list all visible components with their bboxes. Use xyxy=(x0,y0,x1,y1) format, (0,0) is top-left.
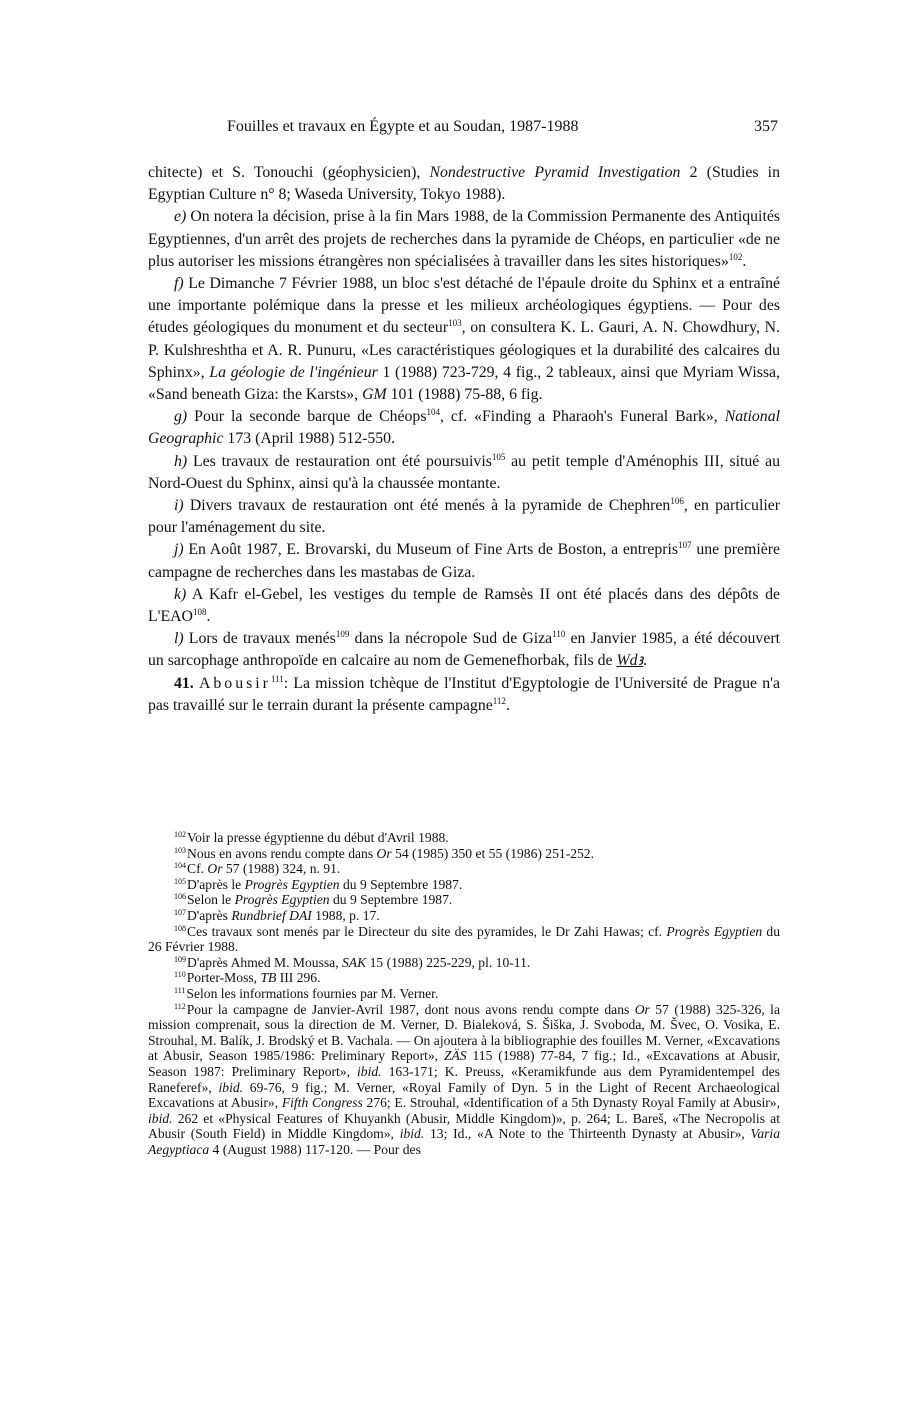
italic-title: Or xyxy=(634,1001,650,1017)
footnote-text: Nous en avons rendu compte dans xyxy=(187,845,377,861)
paragraph-i xyxy=(148,495,780,539)
text-run: . xyxy=(742,252,747,270)
footnote-text: Porter-Moss, xyxy=(186,970,261,986)
footnote-text: du 9 Septembre 1987. xyxy=(329,892,453,908)
text-run: une première campagne de recherches dans les mastabas de Giza. xyxy=(148,541,780,581)
section-number: 41. xyxy=(174,674,194,692)
footnote-number: 102 xyxy=(174,830,186,839)
text-run: : La mission tchèque de l'Institut d'Egyptologie de l'Université de Prague n'a pas travaillé sur le terrain durant la présente campagne xyxy=(148,674,780,714)
text-run: 2 (Studies in Egyptian Culture n° 8; Waseda University, Tokyo 1988). xyxy=(148,164,780,204)
footnote-text: D'après xyxy=(187,907,232,923)
footnote-ref[interactable]: 110 xyxy=(552,629,566,640)
text-run: Le Dimanche 7 Février 1988, un bloc s'est détaché de l'épaule droite du Sphinx et a entraîné une importante polémique dans la presse et les milieux archéologiques égyptiens. — Pour des études géologiques du monument et du secteur xyxy=(148,275,780,337)
italic-title: Varia Aegyptiaca xyxy=(148,1126,780,1157)
paragraph-k xyxy=(148,584,780,628)
footnote xyxy=(148,1002,780,1158)
transliterated-name: Wḏꜣ xyxy=(616,652,644,670)
paragraph-f xyxy=(148,273,780,406)
text-run: dans la nécropole Sud de Giza xyxy=(349,630,553,648)
footnote-text: 57 (1988) 325-326, la mission comprenait, sous la direction de M. Verner, D. Bialeková, S. Šiška, J. Svoboda, M. Švec, O. Vosika, E. Strouhal, M. Balík, J. Brodský et B. Vachala. — On ajoutera à la bibliographie des fouilles M. Verner, «Excavations at Abusir, Season 1985/1986: Preliminary Report», xyxy=(148,1001,780,1064)
footnote-number: 105 xyxy=(174,876,186,886)
running-title: Fouilles et travaux en Égypte et au Soudan, 1987-1988 xyxy=(227,118,579,135)
paragraph-e xyxy=(148,206,780,273)
text-run: Divers travaux de restauration ont été menés à la pyramide de Chephren xyxy=(183,497,671,515)
footnote-text: 4 (August 1988) 117-120. — Pour des xyxy=(209,1141,421,1157)
footnote-number: 110 xyxy=(174,970,186,980)
footnote xyxy=(148,846,780,862)
paragraph-h xyxy=(148,451,780,495)
footnote-text: 115 (1988) 77-84, 7 fig.; Id., «Excavations at Abusir, Season 1987: Preliminary Report», xyxy=(148,1048,780,1079)
section-heading: Abousir xyxy=(198,674,271,692)
footnote-text: du 26 Février 1988. xyxy=(148,923,781,955)
footnote xyxy=(148,986,780,1002)
italic-title: Nondestructive Pyramid Investigation xyxy=(429,164,681,181)
text-run: 173 (April 1988) 512-550. xyxy=(223,430,396,448)
footnote-text: D'après le xyxy=(187,876,245,892)
item-label: e) xyxy=(174,208,187,226)
footnote-ref[interactable]: 107 xyxy=(678,540,692,551)
text-run: Pour la seconde barque de Chéops xyxy=(187,408,427,426)
footnote xyxy=(148,830,780,846)
footnote-text: 163-171; K. Preuss, «Keramikfunde aus dem Pyramidentempel des Raneferef», xyxy=(148,1063,780,1095)
footnote-text: 54 (1985) 350 et 55 (1986) 251-252. xyxy=(391,845,595,861)
footnote-text: 13; Id., «A Note to the Thirteenth Dynasty at Abusir», xyxy=(424,1126,751,1142)
text-run: . xyxy=(505,696,510,714)
footnote-text: Selon les informations fournies par M. Verner. xyxy=(186,985,439,1001)
italic-title: Rundbrief DAI xyxy=(231,907,312,923)
footnote-number: 106 xyxy=(174,892,186,902)
item-label: l) xyxy=(174,630,184,648)
footnote xyxy=(148,892,780,908)
footnote-text: 276; E. Strouhal, «Identification of a 5th Dynasty Royal Family at Abusir», xyxy=(362,1095,780,1111)
item-label: j) xyxy=(174,541,184,559)
footnote-number: 108 xyxy=(174,923,186,933)
footnote-text: 57 (1988) 324, n. 91. xyxy=(222,861,341,877)
footnote-text: 262 et «Physical Features of Khuyankh (Abusir, Middle Kingdom)», p. 264; L. Bareš, «The Necropolis at Abusir (South Field) in Middle Kingdom», xyxy=(148,1110,780,1142)
footnote-text: Pour la campagne de Janvier-Avril 1987, dont nous avons rendu compte dans xyxy=(186,1001,635,1017)
italic-title: La géologie de l'ingénieur xyxy=(209,363,378,381)
footnote-number: 111 xyxy=(174,985,186,995)
text-run: en Janvier 1985, a été découvert un sarcophage anthropoïde en calcaire au nom de Gemenefhorbak, fils de xyxy=(148,630,780,670)
text-run: , en particulier pour l'aménagement du site. xyxy=(148,497,780,537)
footnote-number: 103 xyxy=(174,845,186,855)
italic-title: GM xyxy=(362,386,387,404)
footnote xyxy=(148,861,780,877)
footnote xyxy=(148,924,780,955)
text-run: Les travaux de restauration ont été poursuivis xyxy=(187,452,492,470)
footnote-ref[interactable]: 112 xyxy=(492,695,506,706)
footnote xyxy=(148,908,780,924)
footnote-text: Voir la presse égyptienne du début d'Avril 1988. xyxy=(187,830,449,845)
footnote-text: 69-76, 9 fig.; M. Verner, «Royal Family of Dyn. 5 in the Light of Recent Archaeological Excavations at Abusir», xyxy=(148,1079,780,1111)
footnote-number: 112 xyxy=(174,1001,186,1011)
text-run: On notera la décision, prise à la fin Mars 1988, de la Commission Permanente des Antiquités Egyptiennes, d'un arrêt des projets de recherches dans la pyramide de Chéops, en particulier «de ne plus autoriser les missions étrangères non spécialisées à travailler dans les sites historiques» xyxy=(148,208,780,270)
footnote-number: 107 xyxy=(174,907,186,917)
footnote-ref[interactable]: 104 xyxy=(426,407,440,418)
page-number: 357 xyxy=(754,118,778,135)
footnote-text: 1988, p. 17. xyxy=(311,907,380,923)
italic-title: ibid. xyxy=(357,1063,382,1079)
footnote-ref[interactable]: 102 xyxy=(728,251,743,262)
footnote-text: D'après Ahmed M. Moussa, xyxy=(187,954,342,970)
footnote-text: Cf. xyxy=(187,861,208,877)
text-run: 101 (1988) 75-88, 6 fig. xyxy=(386,386,543,404)
footnote-ref[interactable]: 108 xyxy=(192,607,207,618)
footnote-ref[interactable]: 103 xyxy=(448,318,462,329)
text-run: Lors de travaux menés xyxy=(183,630,336,648)
text-run: chitecte) et S. Tonouchi (géophysicien), xyxy=(148,164,430,181)
text-run: En Août 1987, E. Brovarski, du Museum of Fine Arts de Boston, a entrepris xyxy=(183,541,679,559)
paragraph-continuation xyxy=(148,162,780,206)
footnote-text: du 9 Septembre 1987. xyxy=(339,876,463,892)
italic-title: Fifth Congress xyxy=(281,1095,363,1111)
footnote-ref[interactable]: 105 xyxy=(491,451,506,462)
text-run: . xyxy=(643,652,648,670)
paragraph-j xyxy=(148,539,780,583)
paragraph-l xyxy=(148,628,780,672)
footnote xyxy=(148,970,780,986)
italic-title: National Geographic xyxy=(148,408,780,448)
footnote-text: Selon le xyxy=(187,892,235,908)
item-label: i) xyxy=(174,497,184,515)
body-text xyxy=(148,162,780,717)
italic-title: ibid. xyxy=(399,1126,425,1142)
footnote-ref[interactable]: 109 xyxy=(335,629,350,640)
footnote-number: 104 xyxy=(174,861,186,871)
text-run: , on consultera K. L. Gauri, A. N. Chowdhury, N. P. Kulshreshtha et A. R. Punuru, «Les caractéristiques géologiques et la durabilité des calcaires du Sphinx», xyxy=(148,319,780,381)
footnotes xyxy=(148,830,780,1157)
italic-title: ibid. xyxy=(148,1110,173,1126)
item-label: g) xyxy=(174,408,188,426)
text-run: 1 (1988) 723-729, 4 fig., 2 tableaux, ainsi que Myriam Wissa, «Sand beneath Giza: the Karsts», xyxy=(148,363,780,404)
footnote-number: 109 xyxy=(174,954,186,964)
footnote-ref[interactable]: 111 xyxy=(270,673,284,684)
italic-title: Or xyxy=(207,861,223,877)
footnote-text: Ces travaux sont menés par le Directeur du site des pyramides, le Dr Zahi Hawas; cf. xyxy=(187,923,667,939)
section-41 xyxy=(148,673,780,717)
italic-title: Progrès Egyptien xyxy=(244,876,340,892)
italic-title: SAK xyxy=(342,954,367,970)
footnote-text: 15 (1988) 225-229, pl. 10-11. xyxy=(366,954,531,970)
text-run: , cf. «Finding a Pharaoh's Funeral Bark», xyxy=(439,408,725,426)
item-label: h) xyxy=(174,452,188,470)
italic-title: ZÄS xyxy=(443,1048,467,1064)
footnote xyxy=(148,877,780,893)
text-run: A Kafr el-Gebel, les vestiges du temple de Ramsès II ont été placés dans des dépôts de L'EAO xyxy=(148,585,780,626)
italic-title: TB xyxy=(260,970,277,986)
paragraph-g xyxy=(148,406,780,450)
italic-title: ibid. xyxy=(218,1079,244,1095)
footnote-ref[interactable]: 106 xyxy=(670,496,684,507)
running-head xyxy=(148,118,778,140)
italic-title: Progrès Egyptien xyxy=(234,892,330,908)
footnote-text: III 296. xyxy=(276,970,321,986)
item-label: f) xyxy=(174,275,184,293)
item-label: k) xyxy=(174,585,187,603)
text-run: . xyxy=(206,608,211,626)
italic-title: Progrès Egyptien xyxy=(666,923,763,939)
text-run: au petit temple d'Aménophis III, situé au Nord-Ouest du Sphinx, ainsi qu'à la chaussée montante. xyxy=(148,452,780,492)
footnote xyxy=(148,955,780,971)
italic-title: Or xyxy=(376,845,392,861)
